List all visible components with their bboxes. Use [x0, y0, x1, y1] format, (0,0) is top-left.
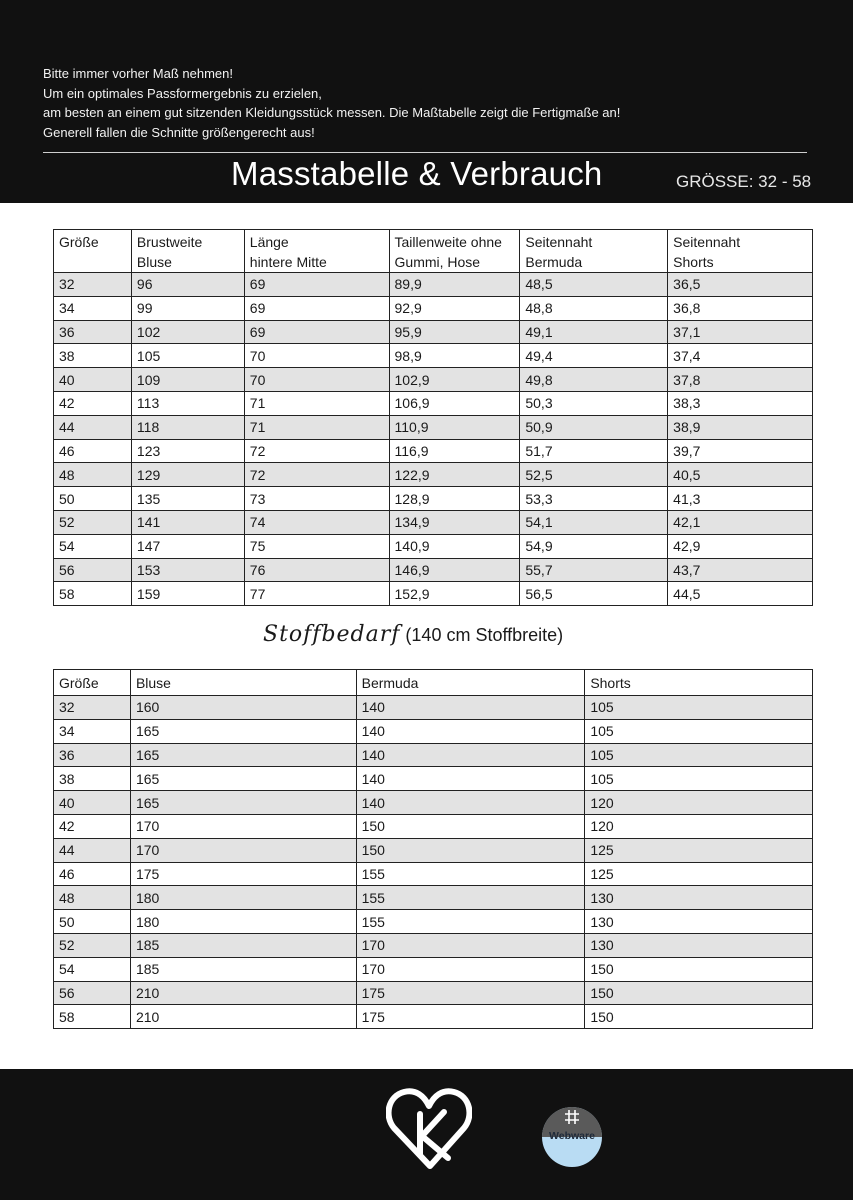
table-row	[54, 862, 813, 886]
table-cell: 96	[131, 273, 244, 297]
table-cell: 40	[54, 368, 132, 392]
table-cell: 122,9	[389, 463, 520, 487]
header-cell: Seitennaht Shorts	[668, 230, 813, 273]
table-cell: 50	[54, 910, 131, 934]
table-cell: 69	[244, 296, 389, 320]
table-cell: 129	[131, 463, 244, 487]
table-cell: 42,1	[668, 510, 813, 534]
table-cell: 150	[585, 957, 813, 981]
table-cell: 50,3	[520, 391, 668, 415]
table-cell: 106,9	[389, 391, 520, 415]
table-cell: 140	[356, 767, 585, 791]
table-cell: 37,8	[668, 368, 813, 392]
table-cell: 123	[131, 439, 244, 463]
table-cell: 46	[54, 862, 131, 886]
table-cell: 125	[585, 838, 813, 862]
table-cell: 36	[54, 743, 131, 767]
table-cell: 42	[54, 391, 132, 415]
table-cell: 48	[54, 463, 132, 487]
header-cell: Seitennaht Bermuda	[520, 230, 668, 273]
table-cell: 39,7	[668, 439, 813, 463]
table-cell: 120	[585, 791, 813, 815]
table-cell: 170	[356, 957, 585, 981]
table-cell: 54	[54, 534, 132, 558]
table-cell: 210	[130, 981, 356, 1005]
table-cell: 36,8	[668, 296, 813, 320]
table-cell: 140	[356, 719, 585, 743]
table-cell: 38,9	[668, 415, 813, 439]
table-row	[54, 957, 813, 981]
intro-line: Um ein optimales Passformergebnis zu erzielen,	[43, 85, 322, 101]
table-row	[54, 391, 813, 415]
table-cell: 150	[585, 981, 813, 1005]
page-title: Masstabelle & Verbrauch	[231, 155, 603, 192]
table-cell: 170	[130, 838, 356, 862]
table-cell: 69	[244, 273, 389, 297]
table-cell: 99	[131, 296, 244, 320]
table-cell: 92,9	[389, 296, 520, 320]
header-cell: Größe	[54, 230, 132, 273]
table-row	[54, 910, 813, 934]
table-cell: 130	[585, 886, 813, 910]
table-cell: 175	[356, 981, 585, 1005]
table-cell: 125	[585, 862, 813, 886]
table-cell: 105	[585, 767, 813, 791]
size-range: GRÖSSE: 32 - 58	[676, 172, 812, 191]
table-cell: 140	[356, 743, 585, 767]
table-cell: 113	[131, 391, 244, 415]
table-cell: 50	[54, 487, 132, 511]
table-cell: 116,9	[389, 439, 520, 463]
table-cell: 165	[130, 791, 356, 815]
table-cell: 130	[585, 910, 813, 934]
table-cell: 140	[356, 696, 585, 720]
table-row	[54, 767, 813, 791]
table-row	[54, 743, 813, 767]
table-cell: 44	[54, 838, 131, 862]
table-cell: 105	[131, 344, 244, 368]
table-cell: 140,9	[389, 534, 520, 558]
header-cell: Brustweite Bluse	[131, 230, 244, 273]
table-cell: 118	[131, 415, 244, 439]
header-band	[0, 0, 853, 203]
table-cell: 56	[54, 558, 132, 582]
table-cell: 54,9	[520, 534, 668, 558]
table-cell: 51,7	[520, 439, 668, 463]
table-cell: 56	[54, 981, 131, 1005]
table-cell: 74	[244, 510, 389, 534]
table-row	[54, 719, 813, 743]
table-cell: 48	[54, 886, 131, 910]
table-cell: 34	[54, 719, 131, 743]
table-cell: 155	[356, 910, 585, 934]
table-row	[54, 886, 813, 910]
intro-line: Bitte immer vorher Maß nehmen!	[43, 66, 234, 81]
table-row	[54, 791, 813, 815]
table-cell: 43,7	[668, 558, 813, 582]
table-cell: 40,5	[668, 463, 813, 487]
table-cell: 210	[130, 1005, 356, 1029]
table-cell: 159	[131, 582, 244, 606]
table-cell: 52	[54, 933, 131, 957]
intro-text	[43, 64, 813, 142]
table-cell: 38	[54, 344, 132, 368]
table-header-row	[54, 670, 813, 696]
table-cell: 37,1	[668, 320, 813, 344]
table-row	[54, 838, 813, 862]
table-row	[54, 439, 813, 463]
table-row	[54, 368, 813, 392]
table-cell: 153	[131, 558, 244, 582]
table-cell: 102,9	[389, 368, 520, 392]
table-row	[54, 1005, 813, 1029]
table-cell: 105	[585, 743, 813, 767]
table-cell: 150	[356, 838, 585, 862]
table-row	[54, 510, 813, 534]
badge-label: Webware	[549, 1130, 595, 1142]
table-cell: 146,9	[389, 558, 520, 582]
table-cell: 134,9	[389, 510, 520, 534]
table-cell: 41,3	[668, 487, 813, 511]
table-cell: 109	[131, 368, 244, 392]
table-cell: 52,5	[520, 463, 668, 487]
table-row	[54, 696, 813, 720]
table-row	[54, 534, 813, 558]
header-cell: Bluse	[130, 670, 356, 696]
header-cell: Größe	[54, 670, 131, 696]
table-cell: 53,3	[520, 487, 668, 511]
table-cell: 110,9	[389, 415, 520, 439]
table-cell: 38	[54, 767, 131, 791]
table-cell: 120	[585, 814, 813, 838]
header-cell: Shorts	[585, 670, 813, 696]
fabric-heading-note: (140 cm Stoffbreite)	[405, 625, 564, 645]
table-cell: 44,5	[668, 582, 813, 606]
table-cell: 55,7	[520, 558, 668, 582]
table-cell: 32	[54, 273, 132, 297]
header-divider	[43, 152, 807, 153]
table-cell: 58	[54, 582, 132, 606]
table-cell: 54	[54, 957, 131, 981]
table-row	[54, 814, 813, 838]
table-cell: 128,9	[389, 487, 520, 511]
table-cell: 165	[130, 719, 356, 743]
table-cell: 44	[54, 415, 132, 439]
table-cell: 160	[130, 696, 356, 720]
table-cell: 170	[130, 814, 356, 838]
table-cell: 150	[356, 814, 585, 838]
table-cell: 147	[131, 534, 244, 558]
table-cell: 58	[54, 1005, 131, 1029]
table-cell: 73	[244, 487, 389, 511]
table-cell: 37,4	[668, 344, 813, 368]
table-cell: 72	[244, 463, 389, 487]
table-cell: 141	[131, 510, 244, 534]
header-cell: Bermuda	[356, 670, 585, 696]
table-cell: 165	[130, 743, 356, 767]
fabric-heading-script: Stoffbedarf	[263, 622, 401, 647]
table-cell: 69	[244, 320, 389, 344]
measurement-table	[53, 229, 813, 606]
table-cell: 98,9	[389, 344, 520, 368]
table-cell: 95,9	[389, 320, 520, 344]
table-cell: 150	[585, 1005, 813, 1029]
table-cell: 76	[244, 558, 389, 582]
table-row	[54, 487, 813, 511]
table-header-row	[54, 230, 813, 273]
header-cell: Taillenweite ohne Gummi, Hose	[389, 230, 520, 273]
table-cell: 71	[244, 391, 389, 415]
fabric-heading	[263, 622, 563, 647]
table-cell: 49,1	[520, 320, 668, 344]
table-cell: 75	[244, 534, 389, 558]
table-cell: 165	[130, 767, 356, 791]
table-cell: 49,4	[520, 344, 668, 368]
table-cell: 155	[356, 886, 585, 910]
table-cell: 102	[131, 320, 244, 344]
table-cell: 152,9	[389, 582, 520, 606]
intro-line: Generell fallen die Schnitte größengerecht aus!	[43, 124, 315, 140]
intro-line: am besten an einem gut sitzenden Kleidungsstück messen. Die Maßtabelle zeigt die Fertigmaße an!	[43, 105, 621, 120]
table-cell: 72	[244, 439, 389, 463]
table-cell: 70	[244, 344, 389, 368]
table-row	[54, 296, 813, 320]
hash-icon	[564, 1109, 580, 1125]
table-cell: 42,9	[668, 534, 813, 558]
table-cell: 89,9	[389, 273, 520, 297]
table-cell: 38,3	[668, 391, 813, 415]
table-cell: 185	[130, 957, 356, 981]
table-cell: 56,5	[520, 582, 668, 606]
table-row	[54, 981, 813, 1005]
table-row	[54, 273, 813, 297]
table-cell: 54,1	[520, 510, 668, 534]
table-cell: 48,5	[520, 273, 668, 297]
table-cell: 175	[130, 862, 356, 886]
table-cell: 36,5	[668, 273, 813, 297]
table-cell: 180	[130, 886, 356, 910]
table-cell: 105	[585, 719, 813, 743]
table-cell: 52	[54, 510, 132, 534]
table-cell: 180	[130, 910, 356, 934]
table-cell: 49,8	[520, 368, 668, 392]
table-row	[54, 463, 813, 487]
table-cell: 140	[356, 791, 585, 815]
table-cell: 34	[54, 296, 132, 320]
header-cell: Länge hintere Mitte	[244, 230, 389, 273]
table-cell: 42	[54, 814, 131, 838]
table-cell: 71	[244, 415, 389, 439]
table-cell: 155	[356, 862, 585, 886]
table-cell: 48,8	[520, 296, 668, 320]
heart-k-logo-icon	[386, 1084, 472, 1170]
table-cell: 70	[244, 368, 389, 392]
table-cell: 135	[131, 487, 244, 511]
table-row	[54, 558, 813, 582]
table-row	[54, 933, 813, 957]
table-cell: 77	[244, 582, 389, 606]
table-cell: 46	[54, 439, 132, 463]
table-cell: 32	[54, 696, 131, 720]
table-row	[54, 415, 813, 439]
table-cell: 40	[54, 791, 131, 815]
table-row	[54, 582, 813, 606]
fabric-table	[53, 669, 813, 1029]
table-cell: 36	[54, 320, 132, 344]
table-cell: 185	[130, 933, 356, 957]
table-cell: 50,9	[520, 415, 668, 439]
table-cell: 130	[585, 933, 813, 957]
table-row	[54, 320, 813, 344]
table-cell: 105	[585, 696, 813, 720]
table-cell: 170	[356, 933, 585, 957]
webware-badge	[542, 1107, 602, 1167]
table-row	[54, 344, 813, 368]
table-cell: 175	[356, 1005, 585, 1029]
